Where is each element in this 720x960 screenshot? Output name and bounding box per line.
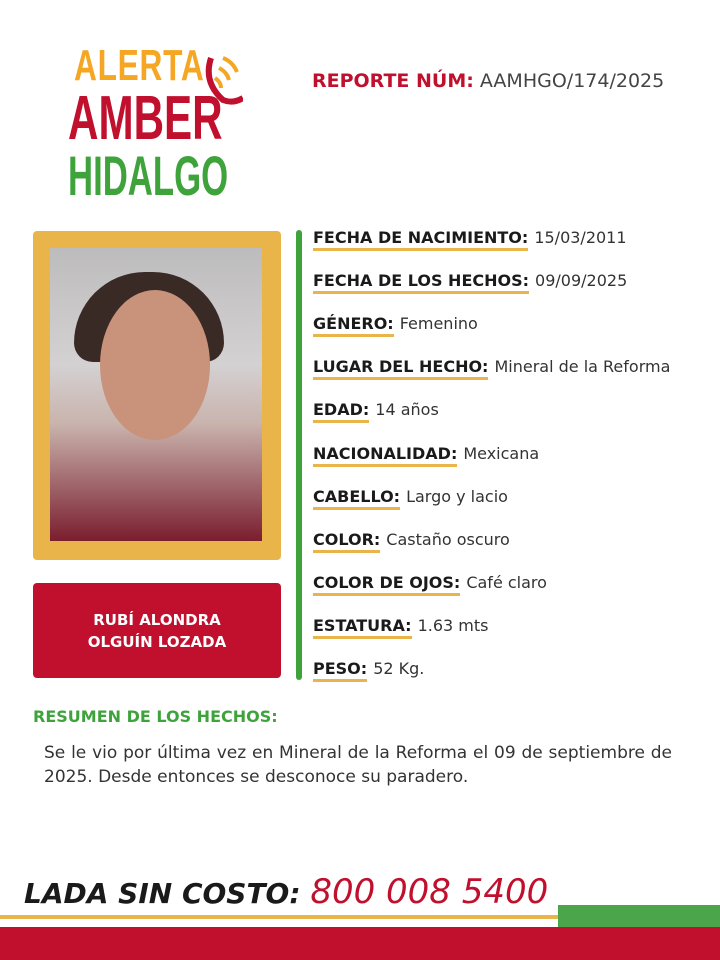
- field-label: PESO:: [313, 659, 367, 682]
- field-row: [313, 487, 508, 506]
- field-row: [313, 616, 488, 635]
- logo-line3: HIDALGO: [68, 144, 229, 207]
- field-label: COLOR DE OJOS:: [313, 573, 460, 596]
- field-value: 52 Kg.: [373, 659, 425, 678]
- field-label: GÉNERO:: [313, 314, 394, 337]
- field-row: [313, 400, 439, 419]
- person-name: RUBÍ ALONDRA OLGUÍN LOZADA: [33, 583, 281, 678]
- field-value: 1.63 mts: [417, 615, 489, 635]
- field-row: [313, 573, 547, 592]
- field-label: LUGAR DEL HECHO:: [313, 357, 488, 380]
- field-value: Femenino: [399, 314, 478, 334]
- field-value: 14 años: [375, 400, 439, 420]
- summary-text: Se le vio por última vez en Mineral de la Reforma el 09 de septiembre de 2025. Desde entonces se desconoce su paradero.: [44, 743, 672, 787]
- summary-title: RESUMEN DE LOS HECHOS:: [33, 707, 278, 726]
- field-value: 15/03/2011: [534, 228, 627, 247]
- field-row: [313, 228, 627, 247]
- hotline: LADA SIN COSTO: 800 008 5400: [24, 872, 549, 912]
- green-stripe: [558, 905, 720, 927]
- field-row: [313, 444, 539, 463]
- signal-icon: [193, 52, 243, 112]
- field-row: [313, 357, 670, 376]
- gold-stripe: [0, 915, 560, 919]
- field-label: EDAD:: [313, 400, 369, 423]
- field-value: Café claro: [466, 572, 547, 592]
- field-label: ESTATURA:: [313, 616, 412, 639]
- field-value: Castaño oscuro: [386, 529, 510, 549]
- field-label: CABELLO:: [313, 487, 400, 510]
- logo-line2: AMBER: [68, 84, 223, 153]
- field-value: Mexicana: [463, 443, 540, 463]
- field-label: NACIONALIDAD:: [313, 444, 457, 467]
- field-value: Largo y lacio: [406, 486, 508, 506]
- photo-face: [100, 290, 210, 440]
- field-row: [313, 314, 478, 333]
- report-number: REPORTE NÚM: AAMHGO/174/2025: [312, 70, 665, 92]
- alerta-amber-logo: [68, 41, 248, 207]
- field-value: 09/09/2025: [535, 271, 628, 291]
- green-divider: [296, 230, 302, 680]
- logo-line1: ALERTA: [74, 41, 205, 90]
- red-footer-band: [0, 927, 720, 960]
- field-value: Mineral de la Reforma: [494, 357, 671, 377]
- field-label: COLOR:: [313, 530, 380, 553]
- field-label: FECHA DE NACIMIENTO:: [313, 228, 528, 251]
- field-row: [313, 530, 510, 549]
- field-row: [313, 271, 627, 290]
- field-row: [313, 659, 424, 678]
- field-label: FECHA DE LOS HECHOS:: [313, 271, 529, 294]
